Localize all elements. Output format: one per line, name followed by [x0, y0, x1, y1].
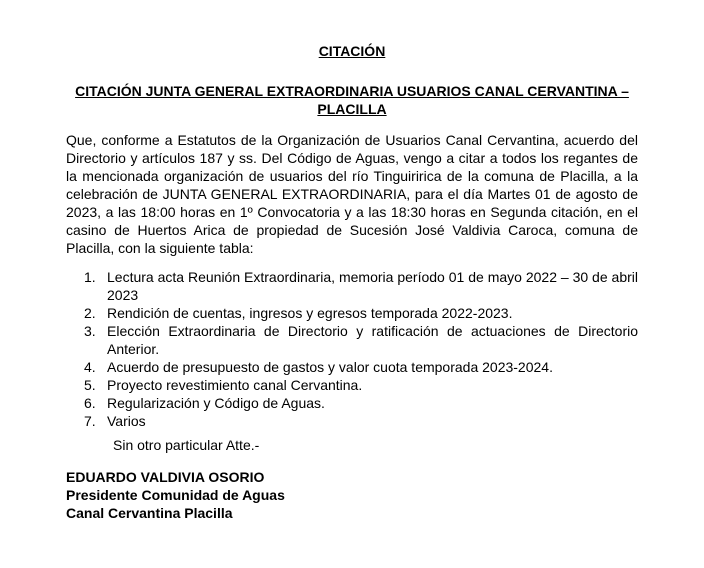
agenda-item-text: Varios	[107, 413, 146, 429]
document-title: CITACIÓN	[318, 43, 386, 59]
agenda-item-3	[66, 322, 638, 358]
agenda-item-number: 2.	[84, 305, 96, 321]
agenda-item-text: Lectura acta Reunión Extraordinaria, memoria período 01 de mayo 2022 – 30 de abril 2023	[107, 269, 638, 303]
agenda-item-text: Rendición de cuentas, ingresos y egresos temporada 2022-2023.	[107, 305, 513, 321]
signature-organization: Canal Cervantina Placilla	[66, 505, 233, 521]
agenda-item-2	[66, 304, 638, 322]
document-subtitle-line-2: PLACILLA	[317, 101, 387, 117]
agenda-item-text: Elección Extraordinaria de Directorio y ratificación de actuaciones de Directorio Anterior.	[107, 323, 638, 357]
agenda-item-number: 6.	[84, 395, 96, 411]
agenda-item-4	[66, 358, 638, 376]
agenda-item-text: Acuerdo de presupuesto de gastos y valor cuota temporada 2023-2024.	[107, 359, 553, 375]
agenda-item-number: 5.	[84, 377, 96, 393]
agenda-item-text: Regularización y Código de Aguas.	[107, 395, 325, 411]
document-subtitle	[66, 82, 638, 118]
agenda-item-7	[66, 412, 638, 430]
signature-title: Presidente Comunidad de Aguas	[66, 487, 285, 503]
agenda-item-number: 4.	[84, 359, 96, 375]
signature-name: EDUARDO VALDIVIA OSORIO	[66, 469, 265, 485]
agenda-item-6	[66, 394, 638, 412]
agenda-list	[66, 268, 638, 430]
agenda-item-number: 1.	[84, 269, 96, 285]
agenda-item-1	[66, 268, 638, 304]
closing-line: Sin otro particular Atte.-	[113, 437, 260, 453]
agenda-item-number: 7.	[84, 413, 96, 429]
agenda-item-text: Proyecto revestimiento canal Cervantina.	[107, 377, 363, 393]
signature-block	[66, 468, 638, 522]
document-subtitle-line-1: CITACIÓN JUNTA GENERAL EXTRAORDINARIA USUARIOS CANAL CERVANTINA –	[75, 83, 629, 99]
body-paragraph: Que, conforme a Estatutos de la Organización de Usuarios Canal Cervantina, acuerdo del Directorio y artículos 187 y ss. Del Código de Aguas, vengo a citar a todos los regantes de la mencionada organización de usuarios del río Tinguiririca de la comuna de Placilla, a la celebración de JUNTA GENERAL EXTRAORDINARIA, para el día Martes 01 de agosto de 2023, a las 18:00 horas en 1º Convocatoria y a las 18:30 horas en Segunda citación, en el casino de Huertos Arica de propiedad de Sucesión José Valdivia Caroca, comuna de Placilla, con la siguiente tabla:	[66, 132, 638, 256]
agenda-item-number: 3.	[84, 323, 96, 339]
agenda-item-5	[66, 376, 638, 394]
